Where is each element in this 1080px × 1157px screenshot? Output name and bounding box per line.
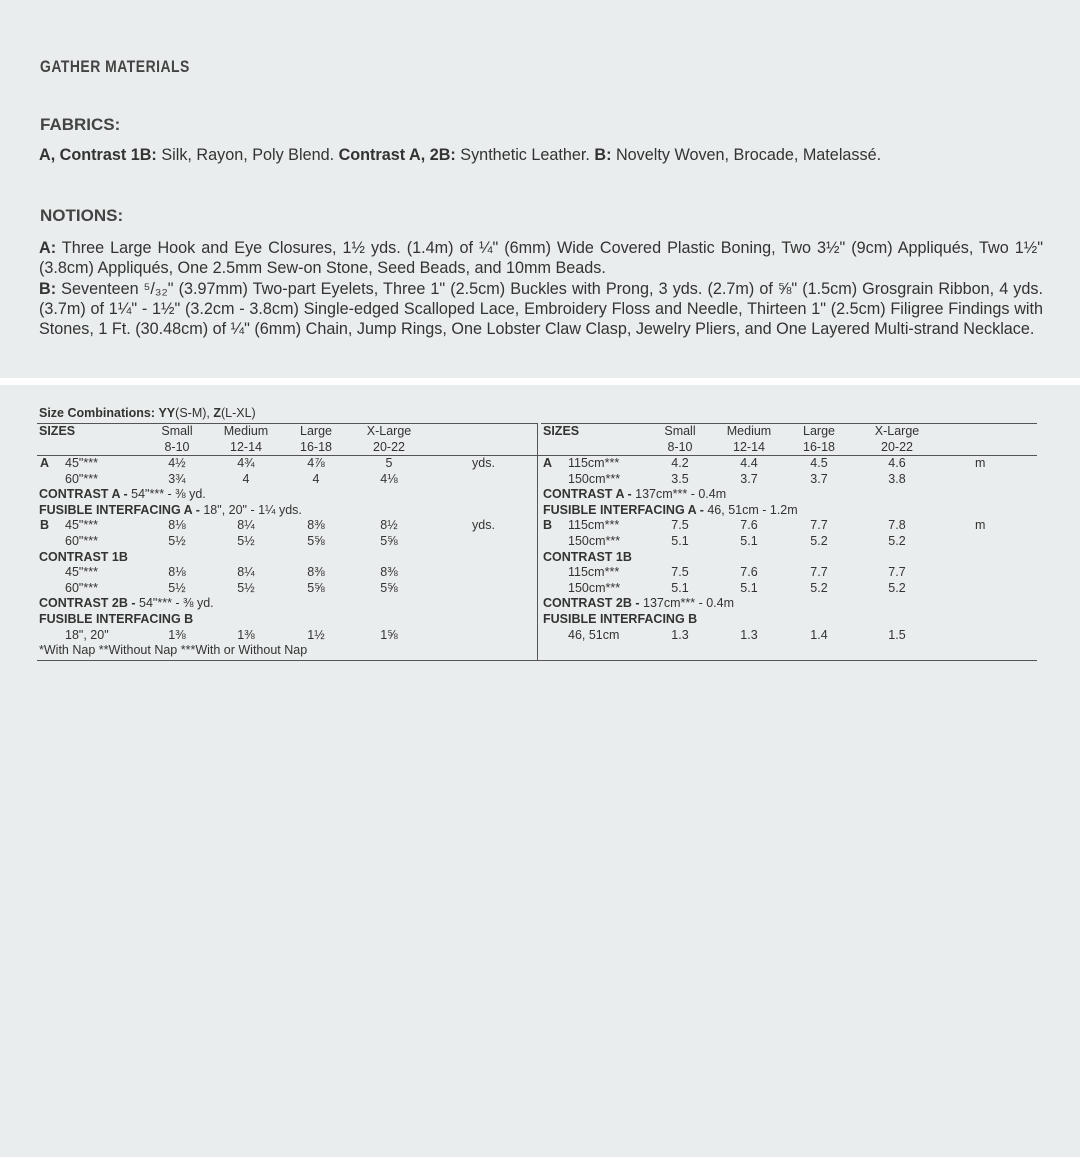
table-row-imperial-0-val-0: 4½ (168, 456, 186, 470)
table-row-metric-1-val-2: 3.7 (810, 471, 828, 486)
table-row-metric-4-val-0: 7.5 (671, 518, 689, 533)
size-col-x-large-metric: X-Large (874, 424, 920, 438)
size-range-0-metric: 8-10 (667, 439, 693, 454)
size-col-small-imperial: Small (161, 424, 193, 438)
size-combo-label: Size Combinations: (39, 406, 155, 420)
table-row-metric-10-bold: FUSIBLE INTERFACING B (543, 612, 698, 626)
table-row-imperial-4-unit: yds. (472, 518, 495, 533)
table-row-metric-6-bold: CONTRAST 1B (543, 549, 632, 564)
table-row-metric-4-val-2: 7.7 (810, 518, 828, 533)
table-row-metric-0-val-0: 4.2 (671, 456, 689, 470)
table-row-imperial-11-val-3: 1⅝ (380, 627, 398, 642)
table-row-metric-8-val-1: 5.1 (740, 580, 758, 595)
fabrics-label-2: Contrast A, 2B: (338, 146, 456, 164)
table-row-metric-2-rest: 137cm*** - 0.4m (635, 487, 727, 502)
table-row-metric-3-rest: 46, 51cm - 1.2m (707, 502, 798, 517)
table-row-metric-8-val-2: 5.2 (810, 580, 828, 595)
table-row-metric-4-width: 115cm*** (568, 518, 620, 533)
table-row-metric-8-val-3: 5.2 (888, 580, 906, 595)
table-row-metric-4-label: B (543, 518, 553, 533)
table-row-metric-11-width: 46, 51cm (568, 627, 620, 642)
table-row-metric-11-val-1: 1.3 (740, 627, 758, 642)
size-combo-yy: YY (158, 406, 176, 420)
table-row-metric-5-val-1: 5.1 (740, 534, 758, 548)
table-row-metric-5-width: 150cm*** (568, 534, 621, 548)
size-combinations-title (39, 406, 256, 422)
table-row-metric-1-val-0: 3.5 (671, 471, 689, 486)
table-footnote: *With Nap **Without Nap ***With or Without Nap (39, 643, 308, 657)
table-row-imperial-1-width: 60"*** (65, 471, 98, 486)
size-col-small-metric: Small (664, 424, 696, 438)
notions-heading: NOTIONS: (40, 206, 124, 225)
table-row-metric-9-bold: CONTRAST 2B - (543, 596, 643, 611)
notions-a-text: Three Large Hook and Eye Closures, 1½ yds. (1.4m) of ¼" (6mm) Wide Covered Plastic Boning, Two 3½" (9cm) Appliqués, Two 1½" (3.8cm) Appliqués, One 2.5mm Sew-on Stone, Seed Beads, and 10mm Beads. (39, 239, 1043, 278)
size-combo-z-range: (L-XL) (220, 406, 256, 420)
size-col-medium-metric: Medium (726, 424, 772, 438)
table-row-imperial-1-val-0: 3¾ (168, 471, 186, 486)
table-row-metric-2-bold: CONTRAST A - (543, 487, 636, 502)
size-range-0-imperial: 8-10 (164, 439, 190, 454)
table-row-imperial-1-val-3: 4⅛ (380, 471, 398, 486)
table-row-imperial-8-val-3: 5⅝ (380, 580, 398, 595)
table-row-imperial-4-width: 45"*** (65, 518, 98, 533)
size-range-2-imperial: 16-18 (300, 439, 332, 454)
table-row-metric-11-val-3: 1.5 (888, 627, 906, 642)
table-row-metric-11-val-0: 1.3 (671, 627, 689, 642)
table-row-metric-7-width: 115cm*** (568, 565, 620, 580)
table-row-metric-1-width: 150cm*** (568, 471, 621, 486)
size-range-2-metric: 16-18 (803, 439, 835, 454)
table-row-metric-7-val-0: 7.5 (671, 565, 689, 580)
table-row-imperial-8-val-0: 5½ (168, 580, 186, 595)
table-row-imperial-7-val-1: 8¼ (237, 565, 255, 580)
table-row-metric-3 (543, 503, 798, 519)
table-row-imperial-6-bold: CONTRAST 1B (39, 549, 128, 564)
table-row-imperial-9-bold: CONTRAST 2B - (39, 596, 139, 611)
table-row-imperial-11-val-0: 1⅜ (168, 627, 186, 642)
table-row-imperial-3 (39, 503, 302, 519)
table-row-imperial-4-val-0: 8⅛ (168, 518, 186, 533)
size-combo-z: Z (213, 406, 221, 420)
size-col-x-large-imperial: X-Large (366, 424, 412, 438)
table-row-imperial-5-val-1: 5½ (237, 534, 255, 548)
table-row-imperial-2-bold: CONTRAST A - (39, 487, 132, 502)
table-row-imperial-9 (39, 596, 214, 612)
table-row-metric-7-val-3: 7.7 (888, 565, 906, 580)
size-combo-yy-range: (S-M), (175, 406, 214, 420)
notions-a-label: A: (39, 239, 57, 257)
table-row-metric-9 (543, 596, 734, 612)
table-row-imperial-3-bold: FUSIBLE INTERFACING A - (39, 502, 204, 517)
table-row-imperial-0-unit: yds. (472, 456, 495, 470)
size-col-large-metric: Large (803, 424, 835, 438)
fabrics-label-1: A, Contrast 1B: (39, 146, 157, 164)
table-row-imperial-0-val-2: 4⅞ (307, 456, 325, 470)
table-row-imperial-4-val-3: 8½ (380, 518, 398, 533)
table-row-metric-4-val-3: 7.8 (888, 518, 906, 533)
table-row-metric-5-val-3: 5.2 (888, 534, 906, 548)
table-row-imperial-9-rest: 54"*** - ⅜ yd. (139, 596, 214, 611)
table-row-metric-2 (543, 487, 726, 503)
table-row-metric-3-bold: FUSIBLE INTERFACING A - (543, 502, 708, 517)
table-row-metric-1-val-1: 3.7 (740, 471, 758, 486)
table-row-imperial-7-width: 45"*** (65, 565, 98, 580)
table-row-imperial-2-rest: 54"*** - ⅜ yd. (131, 487, 206, 502)
fabrics-text-2: Synthetic Leather. (455, 146, 595, 164)
table-row-imperial-4-label: B (40, 518, 50, 533)
notions-text (39, 238, 1043, 339)
table-row-imperial-5-val-0: 5½ (168, 534, 186, 548)
table-row-metric-1-val-3: 3.8 (888, 471, 906, 486)
table-row-imperial-10 (39, 612, 193, 628)
table-row-imperial-8-val-2: 5⅝ (307, 580, 325, 595)
table-row-imperial-3-rest: 18", 20" - 1¼ yds. (203, 502, 302, 517)
table-row-imperial-7-val-3: 8⅜ (380, 565, 398, 580)
table-row-imperial-4-val-2: 8⅜ (307, 518, 325, 533)
notions-b-label: B: (39, 279, 57, 298)
table-row-imperial-2 (39, 487, 206, 503)
notions-a (39, 238, 1043, 279)
fabrics-label-3: B: (594, 146, 612, 164)
notions-b (39, 279, 1043, 340)
table-row-metric-8-width: 150cm*** (568, 580, 621, 595)
table-row-metric-9-rest: 137cm*** - 0.4m (643, 596, 735, 611)
sizes-header-imperial: SIZES (39, 424, 76, 438)
table-row-metric-0-val-3: 4.6 (888, 456, 906, 470)
table-row-imperial-5-val-2: 5⅝ (307, 534, 325, 548)
fabrics-text (39, 145, 1043, 165)
fabrics-heading: FABRICS: (40, 115, 121, 134)
table-row-metric-0-label: A (543, 456, 553, 470)
table-row-metric-7-val-2: 7.7 (810, 565, 828, 580)
table-row-metric-4-val-1: 7.6 (740, 518, 758, 533)
size-range-3-imperial: 20-22 (373, 439, 405, 454)
table-row-imperial-8-val-1: 5½ (237, 580, 255, 595)
size-range-1-metric: 12-14 (733, 439, 765, 454)
table-row-imperial-8-width: 60"*** (65, 580, 98, 595)
table-row-imperial-5-val-3: 5⅝ (380, 534, 398, 548)
table-row-imperial-11-val-2: 1½ (307, 627, 325, 642)
table-row-imperial-0-val-3: 5 (385, 456, 393, 470)
table-row-metric-10 (543, 612, 697, 628)
table-row-imperial-4-val-1: 8¼ (237, 518, 255, 533)
table-row-metric-0-val-2: 4.5 (810, 456, 828, 470)
table-row-imperial-0-val-1: 4¾ (237, 456, 255, 470)
size-range-3-metric: 20-22 (881, 439, 913, 454)
table-row-metric-5-val-0: 5.1 (671, 534, 689, 548)
table-row-metric-4-unit: m (975, 518, 986, 533)
fabrics-text-3: Novelty Woven, Brocade, Matelassé. (611, 146, 882, 164)
table-row-imperial-0-width: 45"*** (65, 456, 98, 470)
table-row-imperial-7-val-2: 8⅜ (307, 565, 325, 580)
table-row-metric-7-val-1: 7.6 (740, 565, 758, 580)
table-row-metric-6 (543, 550, 632, 566)
section-divider (0, 378, 1080, 385)
table-row-metric-11-val-2: 1.4 (810, 627, 828, 642)
table-row-imperial-11-val-1: 1⅜ (237, 627, 255, 642)
table-row-imperial-6 (39, 550, 128, 566)
fabrics-text-1: Silk, Rayon, Poly Blend. (156, 146, 339, 164)
table-row-imperial-1-val-2: 4 (312, 471, 320, 486)
size-range-1-imperial: 12-14 (230, 439, 262, 454)
size-col-medium-imperial: Medium (223, 424, 269, 438)
table-row-metric-0-width: 115cm*** (568, 456, 620, 470)
table-center-divider (537, 423, 538, 661)
table-row-imperial-1-val-1: 4 (242, 471, 250, 486)
table-row-metric-0-unit: m (975, 456, 986, 470)
table-row-imperial-5-width: 60"*** (65, 534, 98, 548)
table-row-imperial-7-val-0: 8⅛ (168, 565, 186, 580)
table-row-metric-0-val-1: 4.4 (740, 456, 758, 470)
table-row-metric-8-val-0: 5.1 (671, 580, 689, 595)
table-row-imperial-10-bold: FUSIBLE INTERFACING B (39, 612, 194, 626)
table-row-imperial-0-label: A (40, 456, 50, 470)
table-row-metric-5-val-2: 5.2 (810, 534, 828, 548)
table-row-imperial-11-width: 18", 20" (65, 627, 109, 642)
gather-materials-title: GATHER MATERIALS (40, 57, 190, 76)
notions-b-text: Seventeen ⁵/₃₂" (3.97mm) Two-part Eyelets, Three 1" (2.5cm) Buckles with Prong, 3 yds. (2.7m) of ⅝" (1.5cm) Grosgrain Ribbon, 4 yds. (3.7m) of 1¼" - 1½" (3.2cm - 3.8cm) Single-edged Scalloped Lace, Embroidery Floss and Needle, Thirteen 1" (2.5cm) Filigree Findings with Stones, 1 Ft. (30.48cm) of ¼" (6mm) Chain, Jump Rings, One Lobster Claw Clasp, Jewelry Pliers, and One Layered Multi-strand Necklace. (39, 279, 1043, 339)
sizes-header-metric: SIZES (543, 424, 580, 438)
size-col-large-imperial: Large (300, 424, 332, 438)
